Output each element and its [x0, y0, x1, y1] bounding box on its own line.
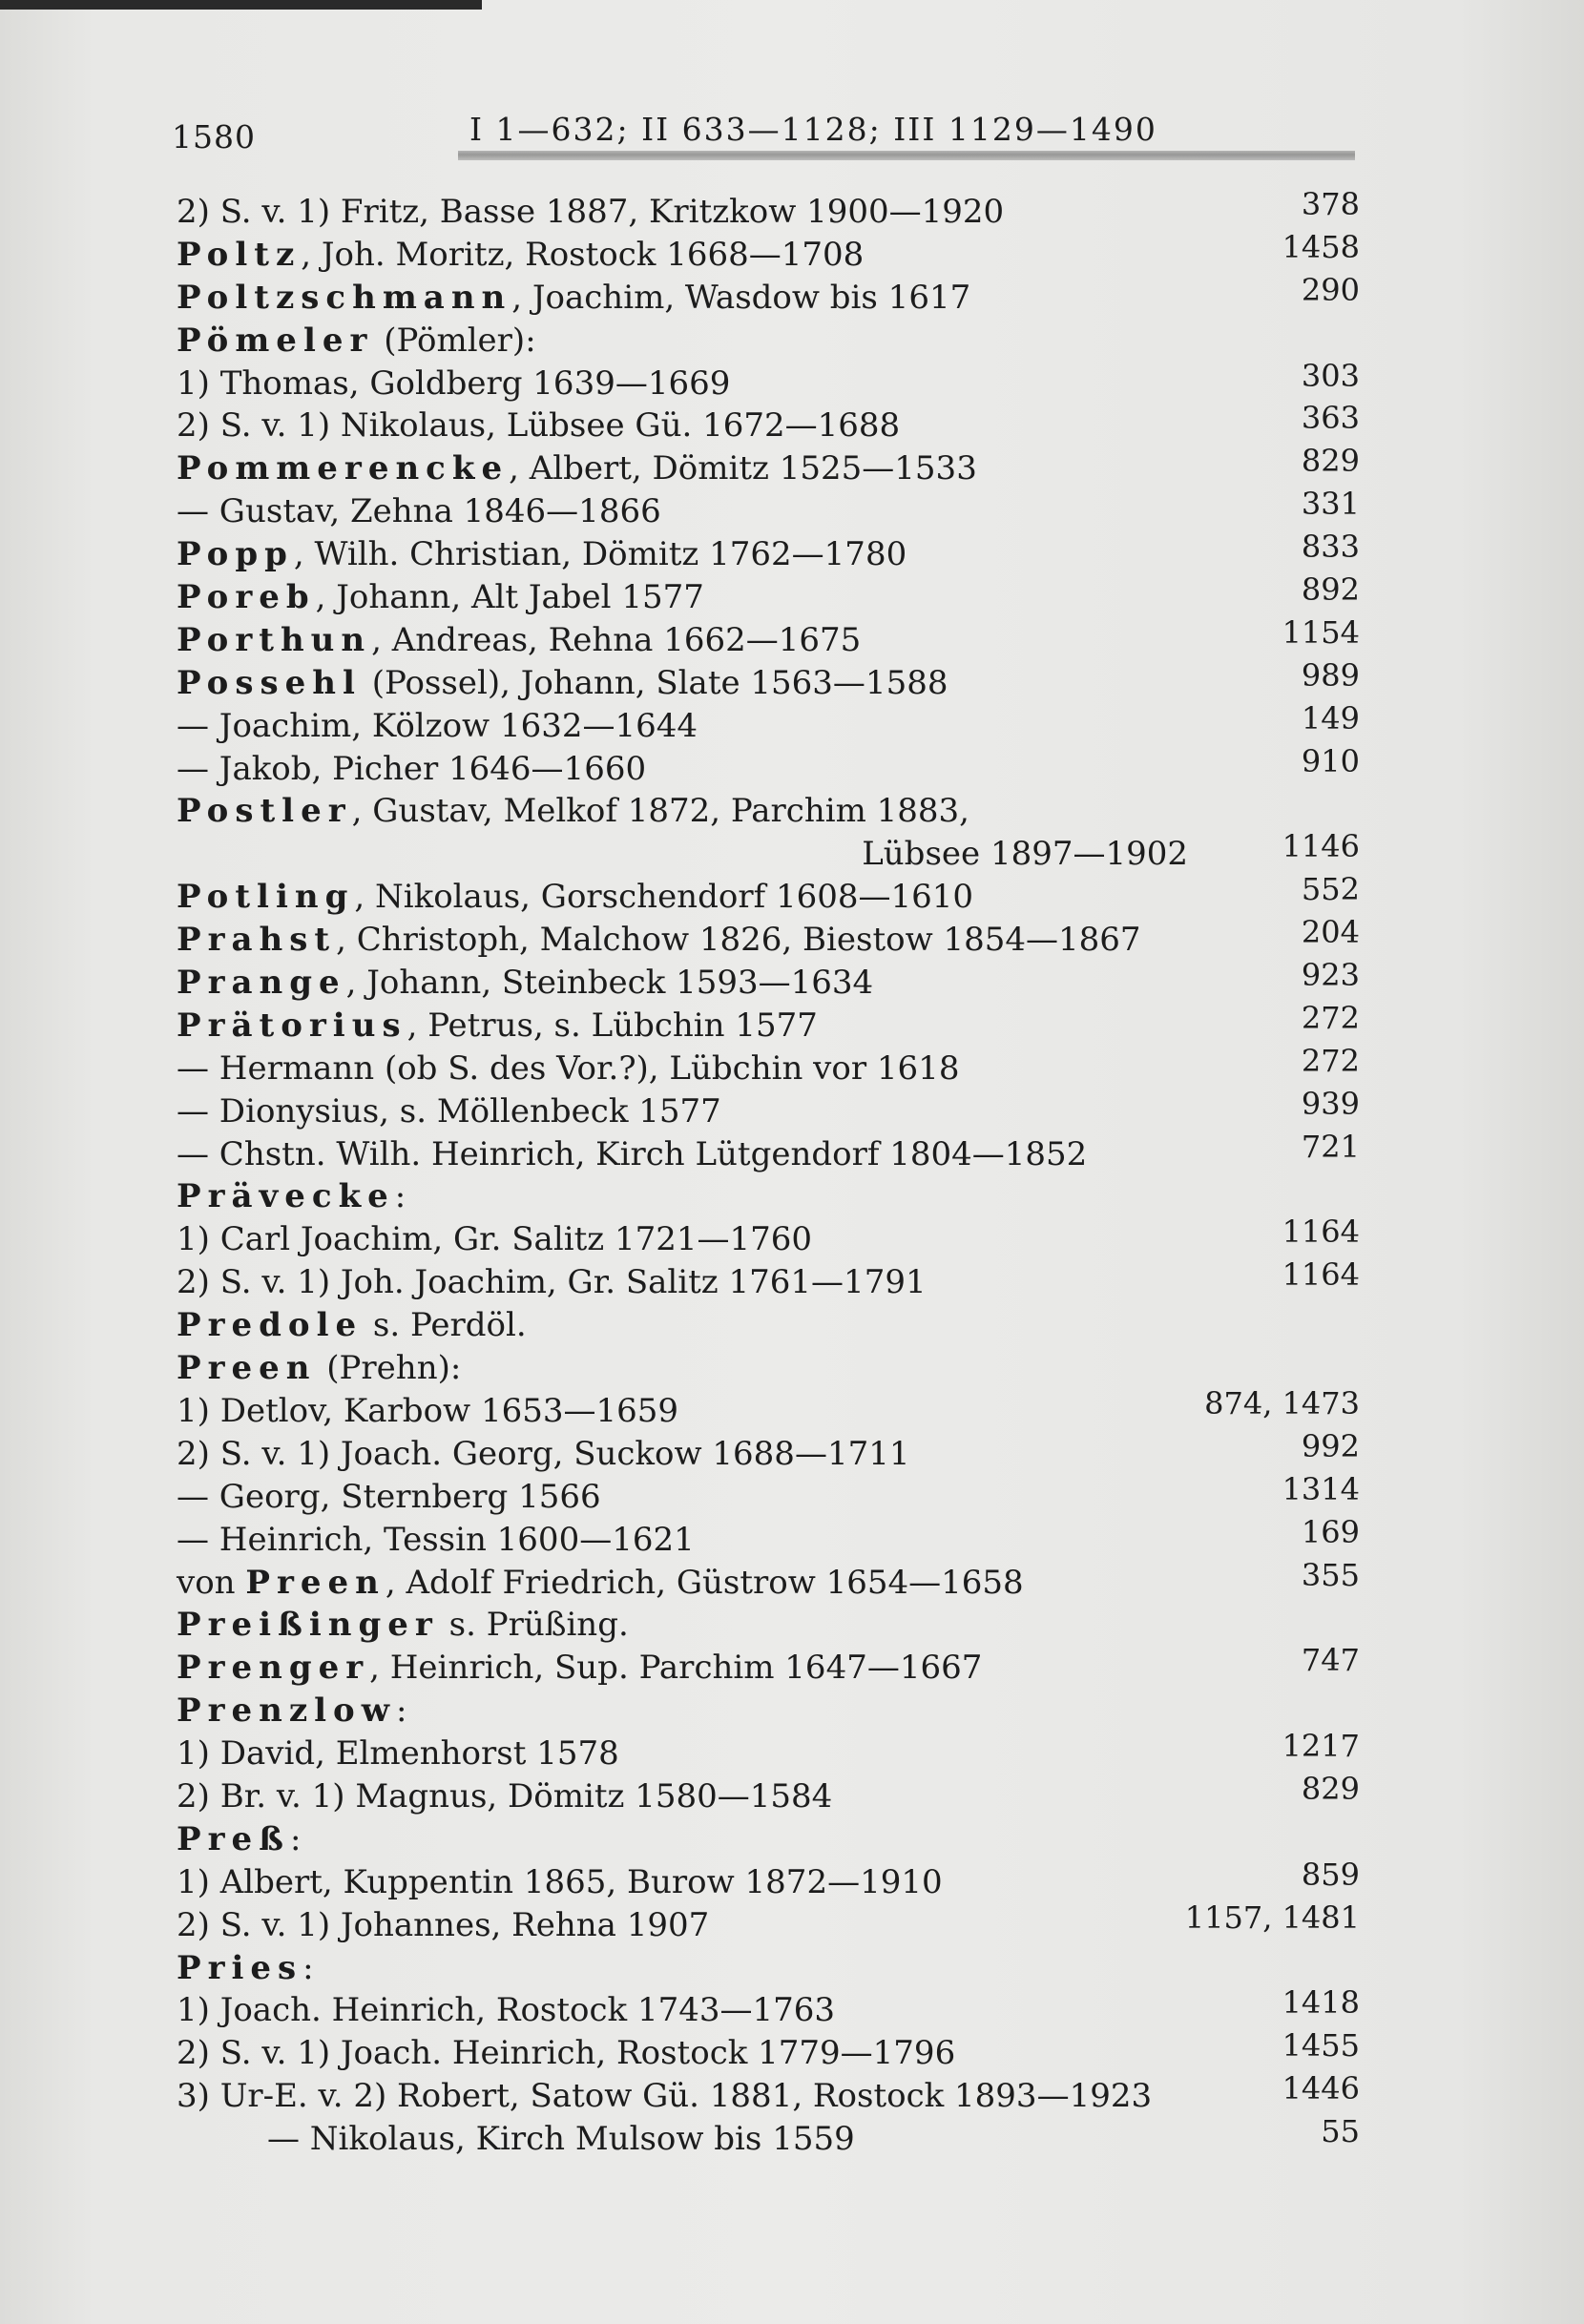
entry-details: 1) Detlov, Karbow 1653—1659: [177, 1391, 679, 1430]
page-reference: 303: [1301, 357, 1360, 394]
page-reference: 290: [1301, 271, 1360, 308]
entry-details: , Andreas, Rehna 1662—1675: [371, 620, 862, 659]
entry-details: :: [302, 1948, 314, 1987]
index-entry: [177, 320, 1360, 363]
entry-text: [177, 1390, 678, 1433]
entry-details: , Johann, Steinbeck 1593—1634: [345, 964, 874, 1003]
page-reference: 892: [1301, 571, 1360, 609]
entry-text: [177, 1690, 406, 1733]
page-reference: 910: [1301, 742, 1360, 779]
entry-details: , Albert, Dömitz 1525—1533: [509, 449, 977, 488]
page-reference: 149: [1301, 699, 1360, 737]
index-entry: [177, 529, 1360, 576]
entry-text: [177, 1048, 959, 1090]
entry-details: , Johann, Alt Jabel 1577: [315, 578, 704, 617]
surname: Pömeler: [177, 321, 374, 360]
index-entry: [177, 1384, 1360, 1433]
entry-text: [177, 1433, 909, 1476]
surname: Pries: [177, 1948, 303, 1987]
entry-prefix: von: [177, 1563, 246, 1602]
index-entry: [177, 1042, 1360, 1090]
index-entry: [177, 1256, 1360, 1304]
index-entry: [177, 1818, 1360, 1861]
entry-details: 1) David, Elmenhorst 1578: [177, 1734, 619, 1774]
index-entry: [177, 271, 1360, 320]
surname: Popp: [177, 535, 294, 574]
index-entry: [177, 486, 1360, 533]
entry-text: [177, 1261, 927, 1304]
entry-text: [177, 1733, 619, 1775]
entry-text: [177, 876, 973, 919]
surname: Poltz: [177, 235, 302, 274]
entry-text: [177, 1775, 832, 1818]
entry-text: [177, 1989, 835, 2032]
surname: Poltzschmann: [177, 278, 512, 317]
entry-text: [177, 363, 730, 405]
entry-details: 2) Br. v. 1) Magnus, Dömitz 1580—1584: [177, 1776, 833, 1816]
entry-text: [862, 833, 1188, 876]
surname: Poreb: [177, 578, 316, 617]
entry-details: 1) Thomas, Goldberg 1639—1669: [177, 363, 731, 403]
page-reference: 923: [1301, 957, 1360, 994]
surname: Prenger: [177, 1649, 370, 1688]
entry-details: — Heinrich, Tessin 1600—1621: [177, 1520, 695, 1559]
entry-details: — Jakob, Picher 1646—1660: [177, 749, 647, 788]
index-entry: [177, 1427, 1360, 1476]
page-reference: 272: [1301, 1042, 1360, 1079]
entry-text: [177, 1604, 629, 1647]
entry-details: — Chstn. Wilh. Heinrich, Kirch Lütgendorf 1804—1852: [177, 1134, 1088, 1173]
index-entry: [177, 999, 1360, 1048]
volume-range: I 1—632; II 633—1128; III 1129—1490: [469, 111, 1157, 148]
entry-text: [177, 1904, 709, 1947]
surname: Possehl: [177, 663, 362, 702]
entry-details: , Heinrich, Sup. Parchim 1647—1667: [369, 1649, 983, 1688]
scan-edge-bar: [0, 0, 482, 10]
surname: Preß: [177, 1819, 290, 1858]
entry-details: :: [394, 1177, 406, 1216]
page-reference: 1157, 1481: [1184, 1899, 1360, 1936]
index-entries: [177, 186, 1360, 2161]
index-entry: [177, 228, 1360, 277]
entry-details: — Gustav, Zehna 1846—1866: [177, 492, 661, 531]
header-rule: [458, 151, 1355, 160]
surname: Preißinger: [177, 1606, 439, 1645]
index-entry: [177, 400, 1360, 447]
index-entry: [177, 1856, 1360, 1904]
page-header: [172, 107, 1360, 164]
surname: Prävecke: [177, 1177, 395, 1216]
entry-details: 2) S. v. 1) Joh. Joachim, Gr. Salitz 1761—1791: [177, 1263, 927, 1302]
entry-text: [177, 234, 864, 277]
entry-text: [177, 1861, 943, 1904]
entry-details: — Georg, Sternberg 1566: [177, 1477, 601, 1516]
page-reference: 1146: [1282, 828, 1360, 865]
entry-text: [177, 2032, 955, 2075]
entry-text: [177, 320, 536, 363]
surname: Prahst: [177, 921, 337, 960]
surname: Postler: [177, 792, 352, 831]
page-reference: 1418: [1282, 1984, 1360, 2022]
index-entry: [177, 871, 1360, 919]
entry-text: [177, 1647, 982, 1690]
index-entry: [177, 828, 1360, 876]
entry-details: 1) Carl Joachim, Gr. Salitz 1721—1760: [177, 1220, 813, 1259]
index-entry: [177, 790, 1360, 833]
index-entry: [177, 357, 1360, 405]
page-reference: 1458: [1282, 228, 1360, 265]
index-entry: [177, 1984, 1360, 2032]
index-entry: [177, 1690, 1360, 1733]
entry-text: [177, 748, 646, 791]
index-entry: [177, 1214, 1360, 1261]
surname: Preen: [245, 1563, 386, 1602]
page-reference: 747: [1301, 1642, 1360, 1679]
entry-details: — Joachim, Kölzow 1632—1644: [177, 706, 698, 745]
entry-text: [177, 1818, 301, 1861]
entry-text: [177, 277, 970, 320]
entry-details: 2) S. v. 1) Nikolaus, Lübsee Gü. 1672—1688: [177, 406, 901, 446]
index-entry: [177, 1175, 1360, 1218]
index-entry: [177, 742, 1360, 791]
page-reference: 1446: [1282, 2070, 1360, 2107]
entry-details: , Christoph, Malchow 1826, Biestow 1854—1867: [336, 921, 1141, 960]
index-entry: [177, 1347, 1360, 1390]
entry-text: [177, 619, 861, 662]
page-reference: 1154: [1282, 613, 1360, 651]
page-reference: 1314: [1282, 1470, 1360, 1507]
surname: Prätorius: [177, 1006, 407, 1045]
page-reference: 859: [1301, 1856, 1360, 1893]
entry-details: , Adolf Friedrich, Güstrow 1654—1658: [385, 1563, 1024, 1602]
entry-details: (Prehn):: [316, 1349, 462, 1388]
index-entry: [177, 613, 1360, 662]
entry-text: [177, 1947, 314, 1990]
index-entry: [177, 1556, 1360, 1605]
surname: Porthun: [177, 620, 372, 659]
index-entry: [177, 914, 1360, 962]
entry-details: 1) Albert, Kuppentin 1865, Burow 1872—1910: [177, 1862, 943, 1901]
page-reference: 833: [1301, 529, 1360, 566]
entry-text: [177, 490, 661, 533]
index-entry: [177, 1513, 1360, 1562]
entry-details: , Gustav, Melkof 1872, Parchim 1883,: [351, 792, 969, 831]
entry-text: [177, 1090, 721, 1133]
entry-details: , Petrus, s. Lübchin 1577: [406, 1006, 818, 1045]
entry-details: — Nikolaus, Kirch Mulsow bis 1559: [267, 2120, 855, 2159]
entry-text: [177, 919, 1141, 962]
entry-text: [177, 1175, 406, 1218]
entry-details: 2) S. v. 1) Joach. Georg, Suckow 1688—1711: [177, 1434, 910, 1473]
page-reference: 355: [1301, 1556, 1360, 1593]
entry-text: [177, 1562, 1024, 1605]
page-reference: 992: [1301, 1427, 1360, 1464]
index-entry: [177, 1770, 1360, 1818]
entry-text: [267, 2118, 855, 2161]
entry-details: 2) S. v. 1) Fritz, Basse 1887, Kritzkow 1900—1920: [177, 193, 1005, 231]
page-reference: 169: [1301, 1513, 1360, 1550]
entry-text: [177, 1347, 461, 1390]
entry-details: s. Perdöl.: [363, 1306, 527, 1345]
page-number: 1580: [172, 118, 256, 156]
index-entry: [177, 1128, 1360, 1176]
index-entry: [177, 2113, 1360, 2161]
surname: Prange: [177, 964, 346, 1003]
index-entry: [177, 1899, 1360, 1947]
entry-details: — Dionysius, s. Möllenbeck 1577: [177, 1091, 721, 1131]
index-entry: [177, 443, 1360, 490]
page-reference: 552: [1301, 871, 1360, 908]
page-reference: 331: [1301, 486, 1360, 523]
entry-details: 2) S. v. 1) Johannes, Rehna 1907: [177, 1905, 710, 1944]
page-reference: 721: [1301, 1128, 1360, 1165]
entry-details: (Possel), Johann, Slate 1563—1588: [361, 663, 948, 702]
page-reference: 272: [1301, 999, 1360, 1036]
page-reference: 55: [1321, 2113, 1360, 2150]
entry-text: [177, 2075, 1152, 2118]
entry-details: , Joh. Moritz, Rostock 1668—1708: [301, 235, 865, 274]
entry-details: , Joachim, Wasdow bis 1617: [511, 278, 971, 317]
entry-details: s. Prüßing.: [438, 1606, 629, 1645]
entry-text: [177, 790, 969, 833]
page-reference: 363: [1301, 400, 1360, 437]
page-reference: 378: [1301, 186, 1360, 222]
page-reference: 939: [1301, 1085, 1360, 1122]
surname: Pommerencke: [177, 449, 510, 488]
page-reference: 829: [1301, 1770, 1360, 1807]
entry-details: 2) S. v. 1) Joach. Heinrich, Rostock 1779—1796: [177, 2034, 956, 2073]
entry-details: — Hermann (ob S. des Vor.?), Lübchin vor 1618: [177, 1048, 960, 1088]
page-reference: 1164: [1282, 1214, 1360, 1251]
index-entry: [177, 957, 1360, 1005]
entry-text: [177, 1218, 812, 1261]
index-entry: [177, 1728, 1360, 1775]
index-entry: [177, 186, 1360, 234]
entry-details: , Nikolaus, Gorschendorf 1608—1610: [354, 878, 974, 917]
index-entry: [177, 656, 1360, 705]
surname: Preen: [177, 1349, 317, 1388]
page-reference: 989: [1301, 656, 1360, 694]
entry-text: [177, 705, 698, 748]
index-entry: [177, 1604, 1360, 1647]
entry-details: :: [396, 1691, 407, 1731]
index-entry: [177, 1642, 1360, 1690]
surname: Prenzlow: [177, 1691, 397, 1731]
surname: Potling: [177, 878, 355, 917]
entry-details: (Pömler):: [373, 321, 536, 360]
entry-text: [177, 1133, 1087, 1176]
page-reference: 204: [1301, 914, 1360, 951]
index-entry: [177, 1947, 1360, 1990]
page-reference: 829: [1301, 443, 1360, 480]
index-entry: [177, 1304, 1360, 1347]
entry-text: [177, 1476, 601, 1519]
entry-text: [177, 1005, 818, 1048]
entry-details: 3) Ur-E. v. 2) Robert, Satow Gü. 1881, Rostock 1893—1923: [177, 2077, 1153, 2116]
index-entry: [177, 571, 1360, 619]
page-reference: 1217: [1282, 1728, 1360, 1765]
entry-text: [177, 191, 1004, 234]
page-reference: 1455: [1282, 2027, 1360, 2065]
index-entry: [177, 699, 1360, 748]
page-reference: 1164: [1282, 1256, 1360, 1294]
entry-details: 1) Joach. Heinrich, Rostock 1743—1763: [177, 1991, 836, 2030]
index-entry: [177, 1470, 1360, 1519]
index-entry: [177, 1085, 1360, 1133]
index-entry: [177, 2027, 1360, 2075]
surname: Predole: [177, 1306, 364, 1345]
entry-details: Lübsee 1897—1902: [862, 835, 1188, 874]
entry-details: :: [289, 1819, 302, 1858]
entry-text: [177, 533, 907, 576]
entry-text: [177, 576, 704, 619]
entry-text: [177, 405, 900, 447]
entry-text: [177, 662, 948, 705]
entry-text: [177, 447, 977, 490]
index-entry: [177, 2070, 1360, 2118]
entry-text: [177, 962, 873, 1005]
entry-details: , Wilh. Christian, Dömitz 1762—1780: [293, 535, 907, 574]
entry-text: [177, 1519, 695, 1562]
entry-text: [177, 1304, 527, 1347]
page-reference: 874, 1473: [1204, 1384, 1360, 1421]
